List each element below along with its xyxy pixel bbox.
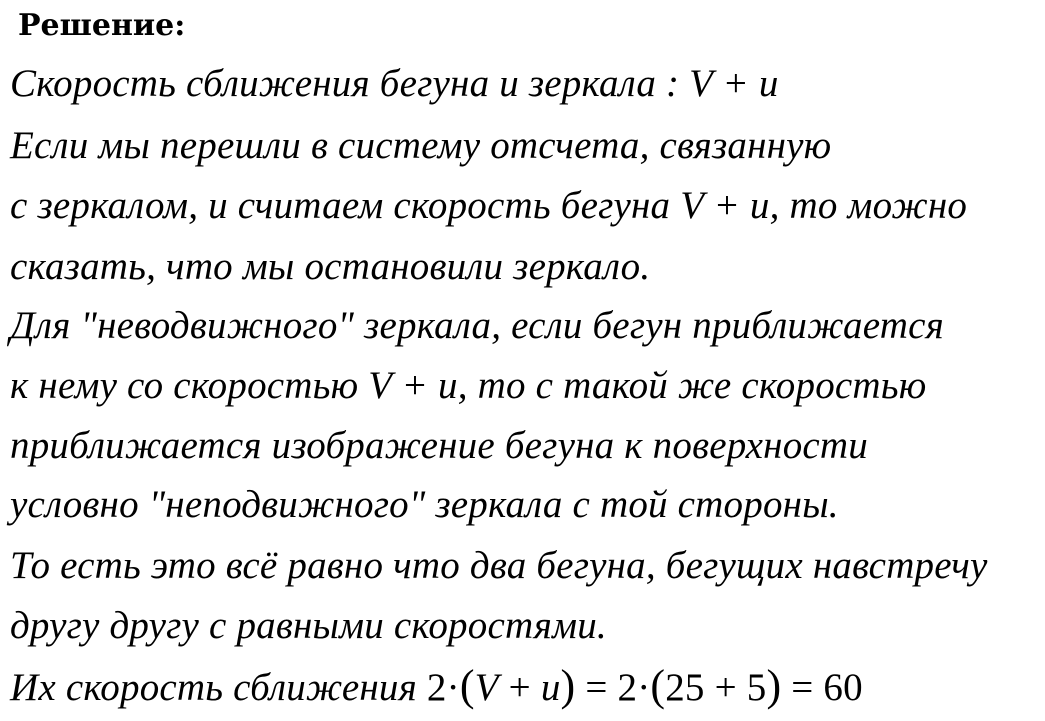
formula-coef-2: 2 — [617, 666, 638, 709]
formula-dot-1: · — [446, 666, 460, 709]
formula-equals-1: = — [575, 666, 618, 709]
solution-heading: Решение: — [18, 8, 186, 43]
formula-close-paren-2: ) — [766, 661, 782, 710]
formula-open-paren-2: ( — [650, 661, 666, 710]
text-line-8: условно "неподвижного" зеркала с той стороны. — [10, 483, 839, 526]
formula-num-25: 25 — [665, 666, 705, 709]
text-line-4: сказать, что мы остановили зеркало. — [10, 245, 651, 288]
formula-plus-2: + — [704, 666, 747, 709]
text-line-3: с зеркалом, и считаем скорость бегуна V + u, то можно — [10, 184, 968, 227]
formula-coef-1: 2 — [426, 666, 447, 709]
text-line-7: приближается изображение бегуна к поверхности — [10, 424, 868, 467]
text-line-9: То есть это всё равно что два бегуна, бегущих навстречу — [10, 544, 988, 587]
closing-speed-formula — [426, 661, 863, 710]
text-line-2: Если мы перешли в систему отсчета, связанную — [10, 124, 832, 167]
formula-dot-2: · — [637, 666, 651, 709]
text-line-5: Для "неводвижного" зеркала, если бегун приближается — [10, 304, 944, 347]
final-line-text: Их скорость сближения — [10, 666, 427, 709]
formula-plus-1: + — [498, 666, 541, 709]
formula-equals-2: = — [781, 666, 824, 709]
text-line-6: к нему со скоростью V + u, то с такой же скоростью — [10, 364, 927, 407]
final-line — [10, 661, 863, 710]
formula-num-5: 5 — [746, 666, 767, 709]
formula-var-u: u — [540, 666, 561, 709]
formula-var-v: V — [474, 666, 499, 709]
formula-result: 60 — [823, 666, 863, 709]
formula-close-paren-1: ) — [560, 661, 576, 710]
text-line-10: другу другу с равными скоростями. — [10, 604, 607, 647]
formula-open-paren-1: ( — [459, 661, 475, 710]
text-line-1: Скорость сближения бегуна и зеркала : V + u — [10, 62, 779, 105]
